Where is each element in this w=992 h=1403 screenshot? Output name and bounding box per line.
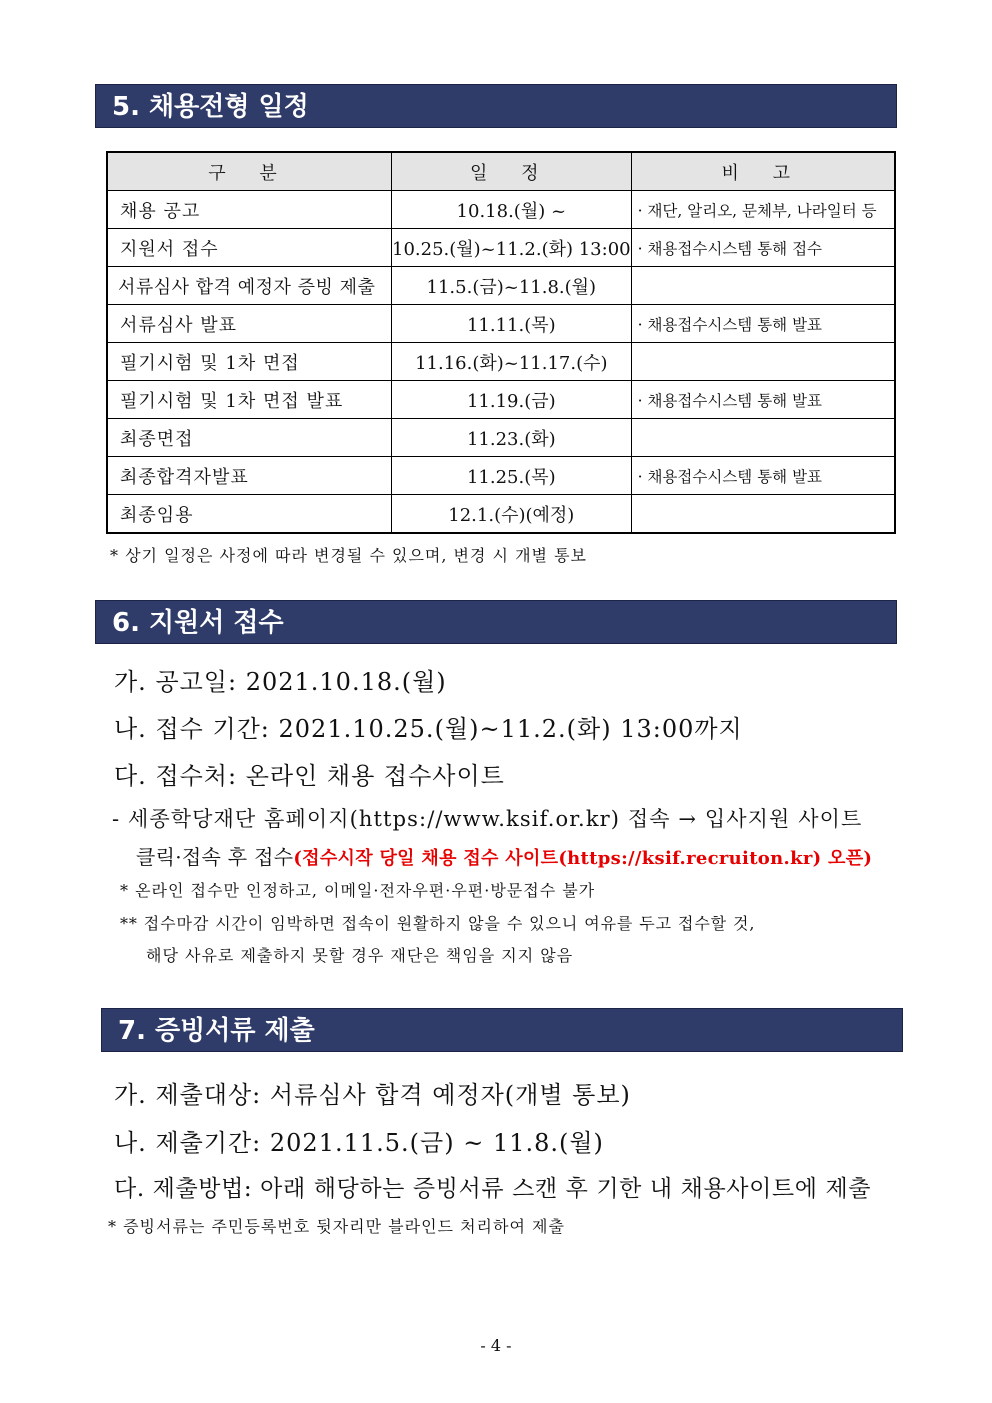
section-6-header: 6. 지원서 접수 [95,600,897,644]
table-row [107,419,895,457]
row-category: 지원서 접수 [107,229,392,267]
row-schedule: 11.5.(금)~11.8.(월) [392,267,632,305]
table-row [107,191,895,229]
table-row [107,381,895,419]
section-5-header: 5. 채용전형 일정 [95,84,897,128]
table-row [107,267,895,305]
submission-method: 다. 제출방법: 아래 해당하는 증빙서류 스캔 후 기한 내 채용사이트에 제출 [114,1176,872,1202]
table-row [107,495,895,534]
row-remarks: · 채용접수시스템 통해 발표 [631,305,895,343]
application-location: 다. 접수처: 온라인 채용 접수사이트 [114,762,505,790]
row-category: 최종임용 [107,495,392,534]
deadline-warning-note: ** 접수마감 시간이 임박하면 접속이 원활하지 않을 수 있으니 여유를 두고 접수할 것, [120,914,756,933]
row-remarks: · 채용접수시스템 통해 발표 [631,457,895,495]
header-schedule: 일 정 [392,152,632,191]
row-category: 필기시험 및 1차 면접 [107,343,392,381]
row-schedule: 11.19.(금) [392,381,632,419]
row-schedule: 11.11.(목) [392,305,632,343]
row-remarks: · 채용접수시스템 통해 접수 [631,229,895,267]
online-only-note: * 온라인 접수만 인정하고, 이메일·전자우편·우편·방문접수 불가 [120,881,596,900]
application-announce-date: 가. 공고일: 2021.10.18.(월) [114,668,447,696]
page-number: - 4 - [480,1336,512,1355]
row-category: 서류심사 합격 예정자 증빙 제출 [107,267,392,305]
submission-period: 나. 제출기간: 2021.11.5.(금) ~ 11.8.(월) [114,1129,604,1157]
application-period: 나. 접수 기간: 2021.10.25.(월)~11.2.(화) 13:00까지 [114,715,743,743]
row-category: 최종합격자발표 [107,457,392,495]
header-category: 구 분 [107,152,392,191]
section-7-header: 7. 증빙서류 제출 [101,1008,903,1052]
table-header-row [107,152,895,191]
row-category: 채용 공고 [107,191,392,229]
document-blind-note: * 증빙서류는 주민등록번호 뒷자리만 블라인드 처리하여 제출 [108,1217,565,1236]
row-category: 최종면접 [107,419,392,457]
schedule-table [106,151,896,534]
row-category: 필기시험 및 1차 면접 발표 [107,381,392,419]
header-remarks: 비 고 [631,152,895,191]
row-remarks: · 채용접수시스템 통해 발표 [631,381,895,419]
deadline-warning-note-cont: 해당 사유로 제출하지 못할 경우 재단은 책임을 지지 않음 [146,946,574,965]
submission-target: 가. 제출대상: 서류심사 합격 예정자(개별 통보) [114,1081,631,1109]
row-remarks: · 재단, 알리오, 문체부, 나라일터 등 [631,191,895,229]
instructions-plain-text: 클릭·접속 후 접수 [136,845,294,869]
row-schedule: 10.25.(월)~11.2.(화) 13:00 [392,229,632,267]
row-schedule: 12.1.(수)(예정) [392,495,632,534]
row-remarks [631,343,895,381]
table-row [107,229,895,267]
row-remarks [631,495,895,534]
row-schedule: 10.18.(월) ~ [392,191,632,229]
table-row [107,343,895,381]
table-row [107,457,895,495]
row-category: 서류심사 발표 [107,305,392,343]
row-remarks [631,267,895,305]
application-instructions-line1: - 세종학당재단 홈페이지(https://www.ksif.or.kr) 접속 → 입사지원 사이트 [112,807,863,831]
site-open-notice: (접수시작 당일 채용 접수 사이트(https://ksif.recruiton.kr) 오픈) [293,848,873,869]
schedule-note: * 상기 일정은 사정에 따라 변경될 수 있으며, 변경 시 개별 통보 [110,546,587,565]
row-remarks [631,419,895,457]
table-row [107,305,895,343]
row-schedule: 11.25.(목) [392,457,632,495]
row-schedule: 11.23.(화) [392,419,632,457]
row-schedule: 11.16.(화)~11.17.(수) [392,343,632,381]
application-instructions-line2 [136,841,872,870]
